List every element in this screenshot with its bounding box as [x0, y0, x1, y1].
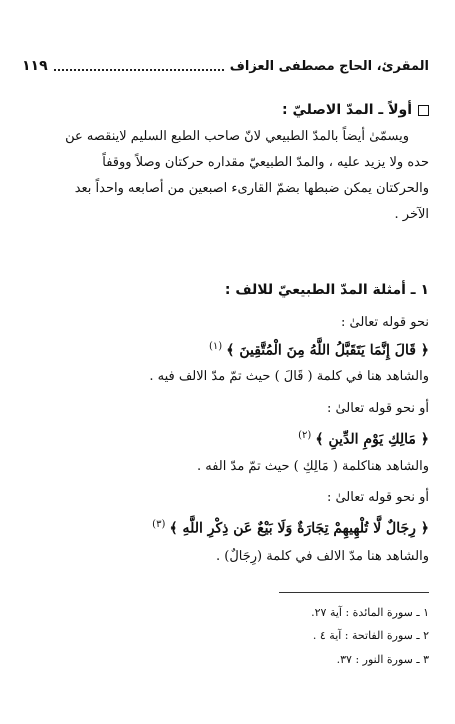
example-intro: أو نحو قوله تعالىٰ :	[326, 490, 429, 505]
footnote-ref: (٣)	[152, 519, 166, 530]
example-intro: أو نحو قوله تعالىٰ :	[326, 401, 429, 416]
example-intro: نحو قوله تعالىٰ :	[340, 315, 429, 330]
example-note: والشاهد هنا في كلمة ( قَالَ ) حيث تمّ مدّ الالف فيه .	[149, 369, 429, 384]
paragraph-line: والحركتان يمكن ضبطها بضمّ القارىء اصبعين من أصابعه واحداً بعد	[74, 181, 429, 196]
paragraph-line: الآخر .	[394, 207, 429, 222]
quran-verse: ﴿ رِجَالٌ لَّا تُلْهِيهِمْ تِجَارَةٌ وَلَا بَيْعٌ عَن ذِكْرِ اللَّهِ ﴾	[169, 520, 429, 537]
page-number: ١١٩	[22, 58, 48, 74]
dotted-leader	[54, 61, 224, 71]
intro-paragraph	[22, 124, 429, 228]
footnote: ٢ ـ سورة الفاتحة : آية ٤ .	[312, 629, 429, 642]
paragraph-line: ويسمّىٰ أيضاً بالمدّ الطبيعي لانّ صاحب الطبع السليم لاينقصه عن	[65, 129, 409, 144]
verse-line	[22, 425, 429, 451]
quran-verse: ﴿ مَالِكِ يَوْمِ الدِّينِ ﴾	[315, 431, 429, 448]
footnote: ٣ ـ سورة النور : ٣٧.	[336, 653, 429, 666]
verse-line	[22, 336, 429, 362]
section-heading-text: أولاً ـ المدّ الاصليّ :	[282, 102, 412, 118]
square-bullet-icon	[418, 105, 429, 116]
paragraph-line: حده ولا يزيد عليه ، والمدّ الطبيعيّ مقداره حركتان وصلاً ووقفاً	[102, 155, 429, 170]
footnote-ref: (١)	[208, 341, 223, 352]
verse-line	[22, 514, 429, 540]
example-note: والشاهد هناكلمة ( مَالِكِ ) حيث تمّ مدّ الفه .	[196, 459, 429, 474]
footnote: ١ ـ سورة المائدة : آية ٢٧.	[311, 606, 429, 619]
running-title: المقرئ، الحاج مصطفى العزاف	[229, 58, 429, 74]
footnote-ref: (٢)	[298, 430, 312, 441]
subheading: ١ ـ أمثلة المدّ الطبيعيّ للالف :	[224, 282, 429, 298]
footnote-divider	[279, 592, 429, 593]
example-note: والشاهد هنا مدّ الالف في كلمة (رِجَالٌ) .	[215, 549, 429, 564]
page-header	[22, 56, 429, 76]
section-heading	[22, 102, 429, 118]
quran-verse: ﴿ قَالَ إِنَّمَا يَتَقَبَّلُ اللَّهُ مِنَ الْمُتَّقِينَ ﴾	[226, 342, 429, 359]
